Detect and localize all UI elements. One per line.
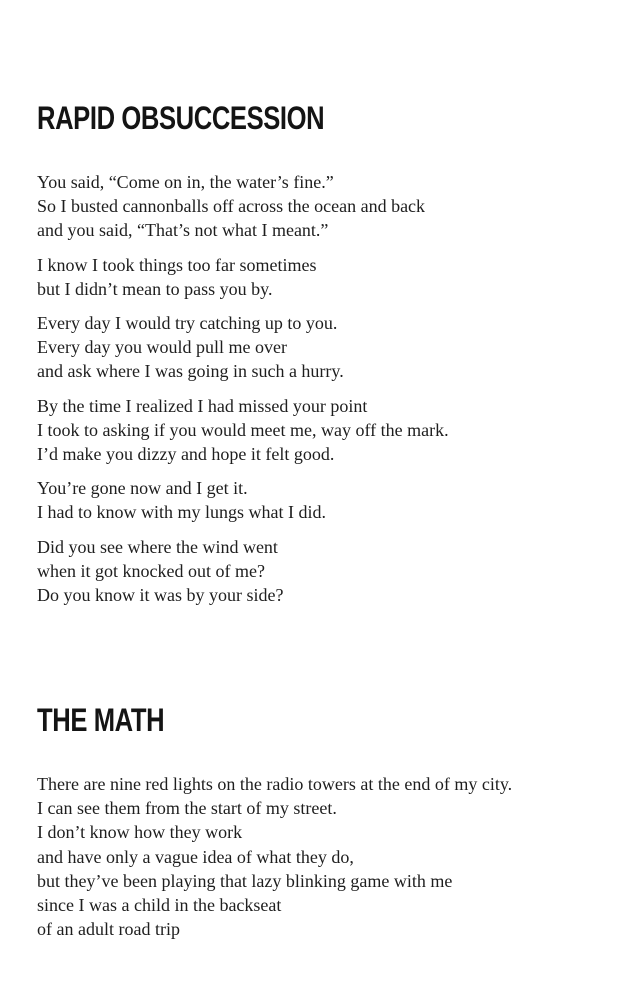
poem-line: Do you know it was by your side?	[37, 585, 284, 606]
poem-line: I can see them from the start of my street.	[37, 798, 337, 819]
poem-line: and have only a vague idea of what they do,	[37, 846, 354, 867]
poem-line: I know I took things too far sometimes	[37, 254, 317, 275]
poem-body	[37, 170, 607, 617]
poem-body	[37, 772, 607, 951]
poem-line: and you said, “That’s not what I meant.”	[37, 220, 329, 241]
poem-line: Did you see where the wind went	[37, 536, 278, 557]
poem-line: when it got knocked out of me?	[37, 560, 265, 581]
poem-line: Every day I would try catching up to you.	[37, 313, 338, 334]
poem-line: I took to asking if you would meet me, way off the mark.	[37, 419, 449, 440]
poem-line: I don’t know how they work	[37, 822, 243, 843]
poem-line: You said, “Come on in, the water’s fine.”	[37, 172, 334, 192]
poem-line: but I didn’t mean to pass you by.	[37, 278, 273, 299]
stanza	[37, 253, 607, 301]
stanza	[37, 476, 607, 524]
poem-line: I’d make you dizzy and hope it felt good.	[37, 444, 335, 465]
poem-line: So I busted cannonballs off across the ocean and back	[37, 196, 426, 217]
poem-line: You’re gone now and I get it.	[37, 478, 248, 499]
poem-line: of an adult road trip	[37, 919, 180, 940]
stanza	[37, 170, 607, 243]
stanza	[37, 535, 607, 608]
poem-title: RAPID OBSUCCESSION	[37, 100, 325, 136]
stanza	[37, 311, 607, 384]
poem-line: Every day you would pull me over	[37, 337, 287, 358]
poem-line: By the time I realized I had missed your point	[37, 395, 368, 416]
poem-line: but they’ve been playing that lazy blinking game with me	[37, 870, 453, 891]
stanza	[37, 772, 607, 941]
poem-title: THE MATH	[37, 702, 165, 738]
poem-line: and ask where I was going in such a hurry.	[37, 361, 344, 382]
stanza	[37, 394, 607, 467]
poem-line: I had to know with my lungs what I did.	[37, 502, 326, 523]
poem-line: since I was a child in the backseat	[37, 895, 282, 916]
poem-line: There are nine red lights on the radio towers at the end of my city.	[37, 774, 513, 794]
